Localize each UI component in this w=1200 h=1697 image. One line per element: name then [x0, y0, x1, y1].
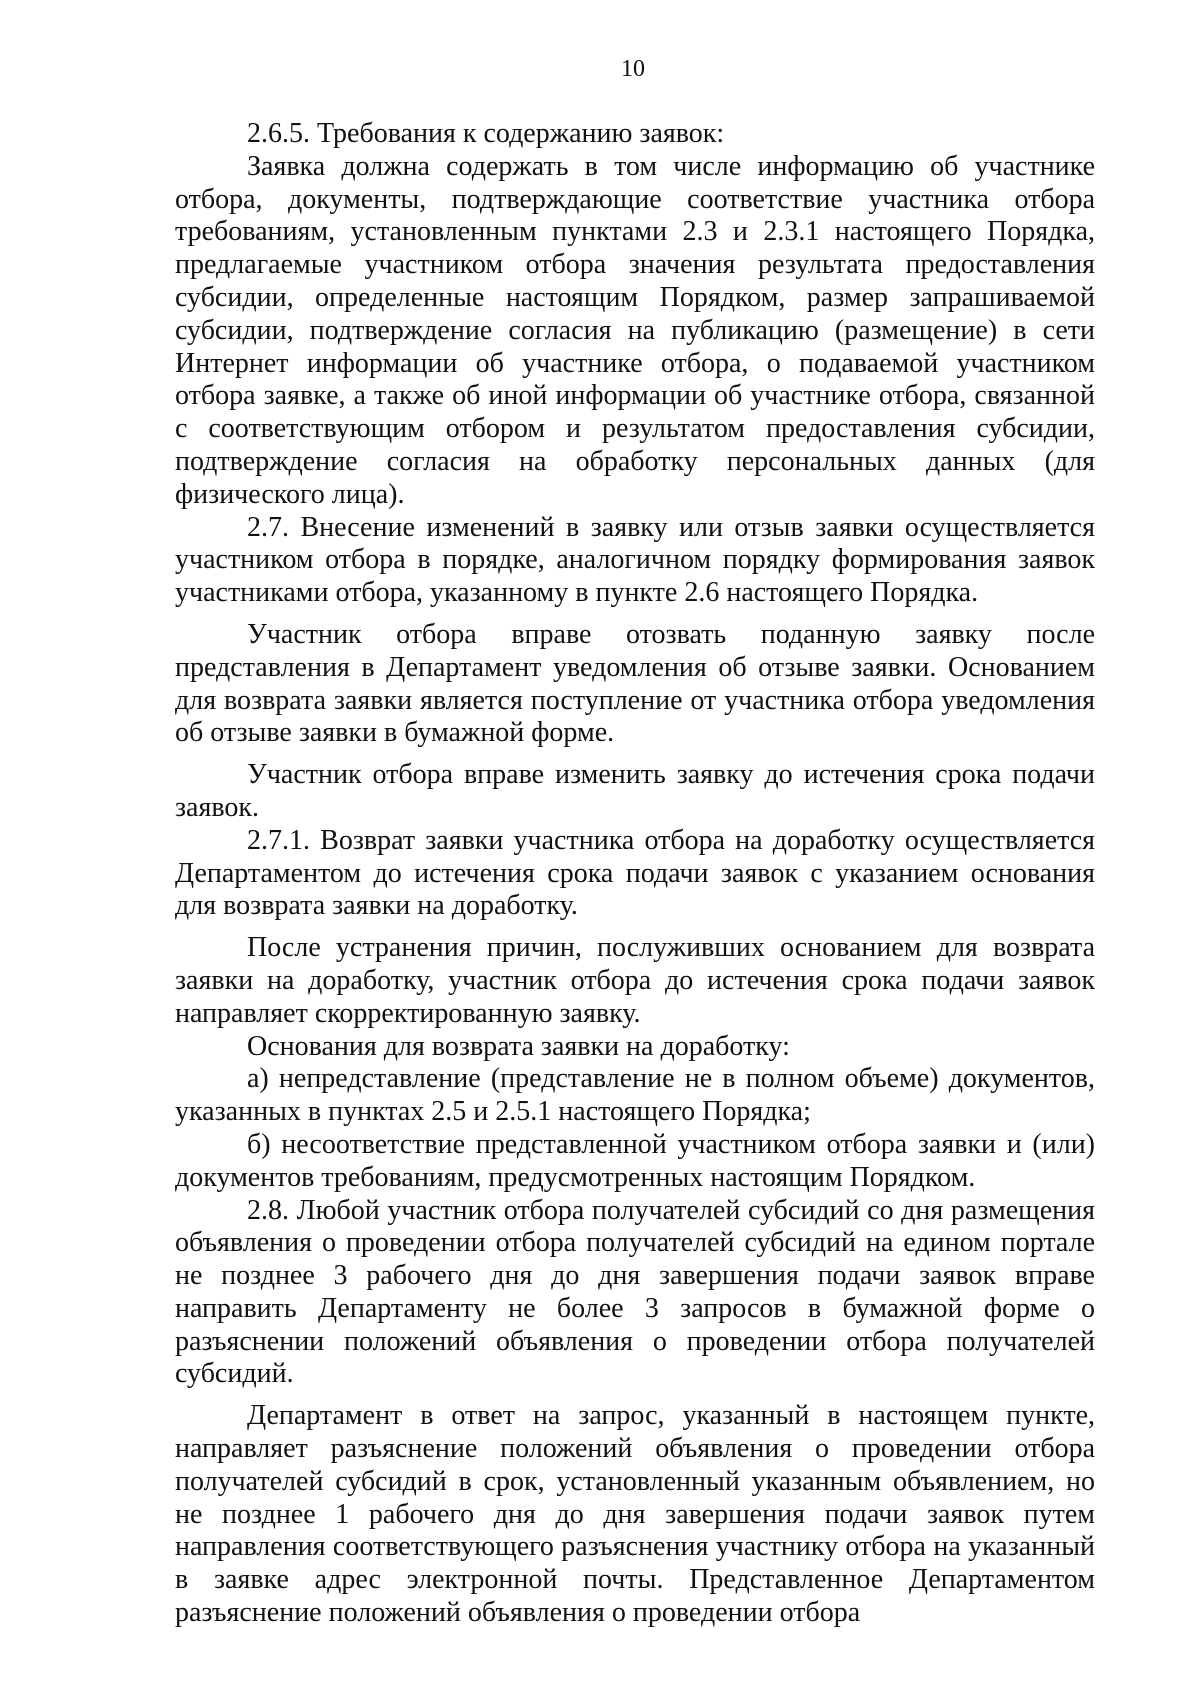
- paragraph-2-8: 2.8. Любой участник отбора получателей субсидий со дня размещения объявления о проведении отбора получателей субсидий на едином портале не позднее 3 рабочего дня до дня завершения подачи заявок вправе направить Департаменту не более 3 запросов в бумажной форме о разъяснении положений объявления о проведении отбора получателей субсидий.: [175, 1194, 1095, 1390]
- paragraph-return-grounds-heading: Основания для возврата заявки на доработку:: [247, 1030, 790, 1062]
- paragraph-ground-b: б) несоответствие представленной участником отбора заявки и (или) документов требованиям, предусмотренных настоящим Порядком.: [175, 1128, 1095, 1193]
- paragraph-after-correction: После устранения причин, послуживших основанием для возврата заявки на доработку, участник отбора до истечения срока подачи заявок направляет скорректированную заявку.: [175, 932, 1095, 1029]
- paragraph-withdrawal: Участник отбора вправе отозвать поданную заявку после представления в Департамент уведомления об отзыве заявки. Основанием для возврата заявки является поступление от участника отбора уведомления об отзыве заявки в бумажной форме.: [175, 618, 1095, 749]
- page-number: 10: [621, 56, 645, 82]
- document-body: [175, 118, 1095, 1630]
- paragraph-2-7: 2.7. Внесение изменений в заявку или отзыв заявки осуществляется участником отбора в порядке, аналогичном порядку формирования заявок участниками отбора, указанному в пункте 2.6 настоящего Порядка.: [175, 511, 1095, 609]
- paragraph-department-response: Департамент в ответ на запрос, указанный в настоящем пункте, направляет разъяснение положений объявления о проведении отбора получателей субсидий в срок, установленный указанным объявлением, но не позднее 1 рабочего дня до дня завершения подачи заявок путем направления соответствующего разъяснения участнику отбора на указанный в заявке адрес электронной почты. Представленное Департаментом разъяснение положений объявления о проведении отбора: [175, 1400, 1095, 1629]
- paragraph-modification: Участник отбора вправе изменить заявку до истечения срока подачи заявок.: [175, 759, 1095, 823]
- paragraph-ground-a: а) непредставление (представление не в полном объеме) документов, указанных в пунктах 2.5 и 2.5.1 настоящего Порядка;: [175, 1063, 1095, 1128]
- paragraph-2-6-5-heading: 2.6.5. Требования к содержанию заявок:: [247, 118, 725, 149]
- paragraph-2-7-1: 2.7.1. Возврат заявки участника отбора на доработку осуществляется Департаментом до истечения срока подачи заявок с указанием основания для возврата заявки на доработку.: [175, 824, 1095, 922]
- paragraph-application-contents: Заявка должна содержать в том числе информацию об участнике отбора, документы, подтверждающие соответствие участника отбора требованиям, установленным пунктами 2.3 и 2.3.1 настоящего Порядка, предлагаемые участником отбора значения результата предоставления субсидии, определенные настоящим Порядком, размер запрашиваемой субсидии, подтверждение согласия на публикацию (размещение) в сети Интернет информации об участнике отбора, о подаваемой участником отбора заявке, а также об иной информации об участнике отбора, связанной с соответствующим отбором и результатом предоставления субсидии, подтверждение согласия на обработку персональных данных (для физического лица).: [175, 150, 1095, 510]
